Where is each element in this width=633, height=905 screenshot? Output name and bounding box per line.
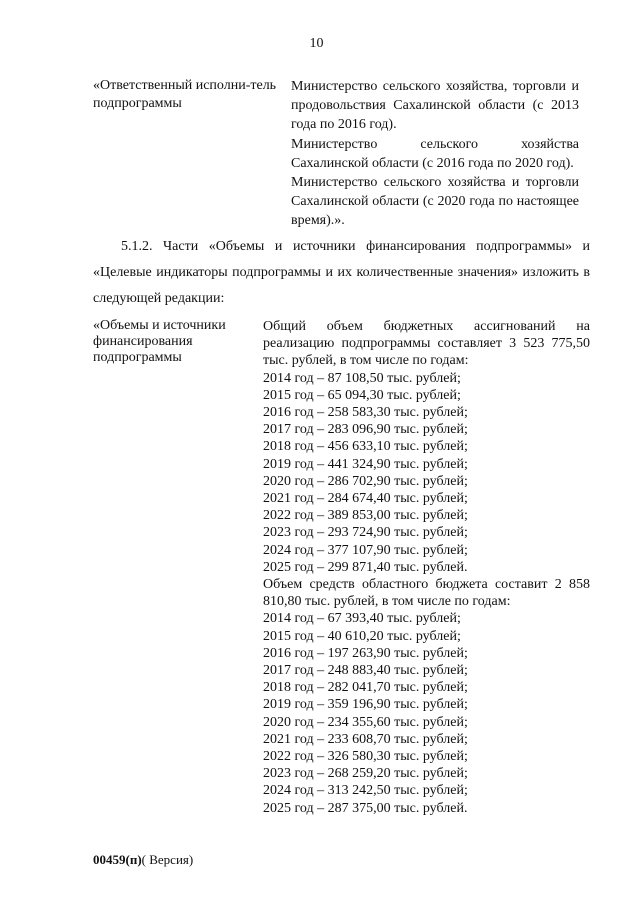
list-item: 2024 год – 313 242,50 тыс. рублей;	[263, 783, 468, 799]
list-item: 2022 год – 326 580,30 тыс. рублей;	[263, 749, 468, 765]
total-intro: Общий объем бюджетных ассигнований на реализацию подпрограммы составляет 3 523 775,50 тыс. рублей, в том числе по годам:	[263, 319, 590, 369]
list-item: 2025 год – 287 375,00 тыс. рублей.	[263, 800, 468, 816]
list-item: 2015 год – 40 610,20 тыс. рублей;	[263, 628, 461, 644]
responsible-executor-label: «Ответственный исполни-тель подпрограммы	[93, 78, 277, 111]
list-item: 2019 год – 359 196,90 тыс. рублей;	[263, 697, 468, 713]
list-item: 2023 год – 268 259,20 тыс. рублей;	[263, 766, 468, 782]
total-years-list	[263, 370, 590, 576]
list-item: 2020 год – 286 702,90 тыс. рублей;	[263, 473, 468, 489]
list-item: 2014 год – 67 393,40 тыс. рублей;	[263, 611, 461, 627]
list-item: 2015 год – 65 094,30 тыс. рублей;	[263, 387, 461, 403]
page-number: 10	[309, 36, 324, 51]
list-item: 2021 год – 233 608,70 тыс. рублей;	[263, 731, 468, 747]
executor-line-2: Министерство сельского хозяйства Сахалинской области (с 2016 года по 2020 год).	[291, 136, 579, 171]
list-item: 2020 год – 234 355,60 тыс. рублей;	[263, 714, 468, 730]
list-item: 2017 год – 283 096,90 тыс. рублей;	[263, 422, 468, 438]
list-item: 2016 год – 258 583,30 тыс. рублей;	[263, 405, 468, 421]
amendment-paragraph	[93, 234, 590, 312]
responsible-executor-row	[93, 77, 580, 231]
list-item: 2023 год – 293 724,90 тыс. рублей;	[263, 525, 468, 541]
responsible-executor-value	[291, 77, 579, 231]
list-item: 2021 год – 284 674,40 тыс. рублей;	[263, 491, 468, 507]
document-footer	[93, 852, 193, 868]
list-item: 2017 год – 248 883,40 тыс. рублей;	[263, 663, 468, 679]
executor-line-3: Министерство сельского хозяйства и торговли Сахалинской области (с 2020 года по настоящее время).».	[291, 175, 579, 229]
document-version: ( Версия)	[141, 852, 194, 867]
list-item: 2016 год – 197 263,90 тыс. рублей;	[263, 645, 468, 661]
financing-value	[263, 318, 590, 817]
list-item: 2018 год – 456 633,10 тыс. рублей;	[263, 439, 468, 455]
list-item: 2024 год – 377 107,90 тыс. рублей;	[263, 542, 468, 558]
financing-label: «Объемы и источники финансирования подпрограммы	[93, 318, 226, 365]
list-item: 2022 год – 389 853,00 тыс. рублей;	[263, 508, 468, 524]
financing-row	[93, 318, 590, 817]
regional-years-list	[263, 610, 590, 816]
regional-intro: Объем средств областного бюджета составит 2 858 810,80 тыс. рублей, в том числе по годам:	[263, 577, 590, 610]
list-item: 2019 год – 441 324,90 тыс. рублей;	[263, 456, 468, 472]
executor-line-1: Министерство сельского хозяйства, торговли и продовольствия Сахалинской области (с 2013 года по 2016 год).	[291, 79, 579, 133]
list-item: 2014 год – 87 108,50 тыс. рублей;	[263, 370, 461, 386]
list-item: 2018 год – 282 041,70 тыс. рублей;	[263, 680, 468, 696]
list-item: 2025 год – 299 871,40 тыс. рублей.	[263, 559, 468, 575]
document-code: 00459(п)	[93, 852, 142, 867]
amendment-text: 5.1.2. Части «Объемы и источники финансирования подпрограммы» и «Целевые индикаторы подпрограммы и их количественные значения» изложить в следующей редакции:	[93, 239, 590, 306]
